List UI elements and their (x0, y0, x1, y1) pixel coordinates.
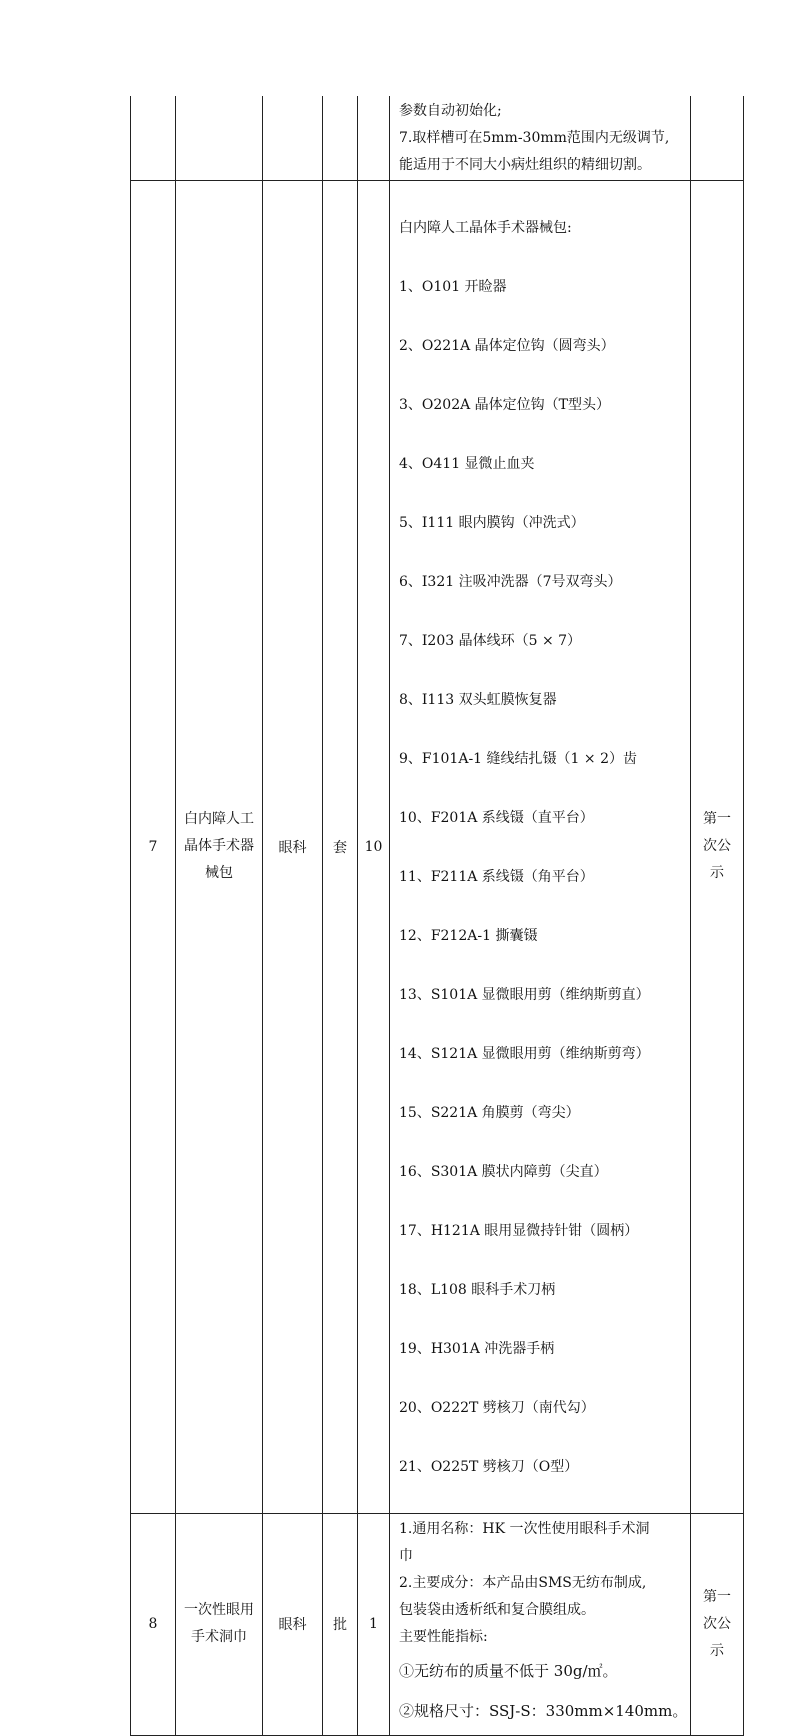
spec-line: 21、O225T 劈核刀（O型） (399, 1458, 579, 1475)
spec-line: 7、I203 晶体线环（5 × 7） (399, 632, 582, 649)
spec-line: 8、I113 双头虹膜恢复器 (399, 691, 557, 708)
table-row (131, 96, 744, 180)
status-cell: 第一次公示 (691, 180, 744, 1513)
item-name-cell (176, 96, 263, 180)
spec-line: 17、H121A 眼用显微持针钳（圆柄） (399, 1222, 639, 1239)
unit-cell (323, 96, 358, 180)
spec-line: 参数自动初始化; (399, 103, 502, 119)
table-row (131, 180, 744, 1513)
spec-detail-cell (390, 180, 691, 1513)
spec-line: 1、O101 开睑器 (399, 278, 507, 295)
spec-line: 2、O221A 晶体定位钩（圆弯头） (399, 337, 615, 354)
spec-line: 20、O222T 劈核刀（南代勾） (399, 1399, 595, 1416)
quantity-cell: 1 (358, 1513, 390, 1735)
row-number-cell: 7 (131, 180, 176, 1513)
spec-line: ①无纺布的质量不低于 30g/㎡。 (399, 1661, 618, 1680)
spec-detail-cell (390, 1513, 691, 1735)
spec-line: 15、S221A 角膜剪（弯尖） (399, 1104, 580, 1121)
quantity-cell: 10 (358, 180, 390, 1513)
spec-line: 14、S121A 显微眼用剪（维纳斯剪弯） (399, 1045, 650, 1062)
department-cell (263, 96, 323, 180)
spec-line: 7.取样槽可在5mm-30mm范围内无级调节, (399, 130, 670, 146)
spec-line: 白内障人工晶体手术器械包: (399, 219, 572, 236)
department-cell: 眼科 (263, 1513, 323, 1735)
spec-line: 2.主要成分：本产品由SMS无纺布制成, (399, 1574, 647, 1591)
department-cell: 眼科 (263, 180, 323, 1513)
quantity-cell (358, 96, 390, 180)
spec-line: 包装袋由透析纸和复合膜组成。 (399, 1601, 595, 1618)
spec-line: 主要性能指标: (399, 1628, 488, 1645)
spec-line: 巾 (399, 1547, 413, 1564)
unit-cell: 套 (323, 180, 358, 1513)
spec-line: 19、H301A 冲洗器手柄 (399, 1340, 555, 1357)
unit-cell: 批 (323, 1513, 358, 1735)
status-cell (691, 96, 744, 180)
spec-line: 12、F212A-1 撕囊镊 (399, 927, 538, 944)
spec-line: 18、L108 眼科手术刀柄 (399, 1281, 556, 1298)
spec-line: 1.通用名称：HK 一次性使用眼科手术洞 (399, 1520, 650, 1537)
spec-line: 16、S301A 膜状内障剪（尖直） (399, 1163, 608, 1180)
spec-line: ②规格尺寸：SSJ-S：330mm×140mm。 (399, 1701, 688, 1720)
table-row (131, 1513, 744, 1735)
item-name-cell: 一次性眼用手术洞巾 (176, 1513, 263, 1735)
spec-line: 6、I321 注吸冲洗器（7号双弯头） (399, 573, 622, 590)
spec-line: 13、S101A 显微眼用剪（维纳斯剪直） (399, 986, 650, 1003)
spec-detail-cell (390, 96, 691, 180)
row-number-cell: 8 (131, 1513, 176, 1735)
spec-line: 能适用于不同大小病灶组织的精细切割。 (399, 157, 651, 173)
item-name-cell: 白内障人工晶体手术器械包 (176, 180, 263, 1513)
equipment-spec-table (130, 96, 744, 1736)
spec-line: 3、O202A 晶体定位钩（T型头） (399, 396, 611, 413)
spec-line: 9、F101A-1 缝线结扎镊（1 × 2）齿 (399, 750, 637, 767)
spec-line: 4、O411 显微止血夹 (399, 455, 535, 472)
spec-line: 5、I111 眼内膜钩（冲洗式） (399, 514, 585, 531)
status-cell: 第一次公示 (691, 1513, 744, 1735)
spec-line: 11、F211A 系线镊（角平台） (399, 868, 594, 885)
spec-line: 10、F201A 系线镊（直平台） (399, 809, 594, 826)
row-number-cell (131, 96, 176, 180)
